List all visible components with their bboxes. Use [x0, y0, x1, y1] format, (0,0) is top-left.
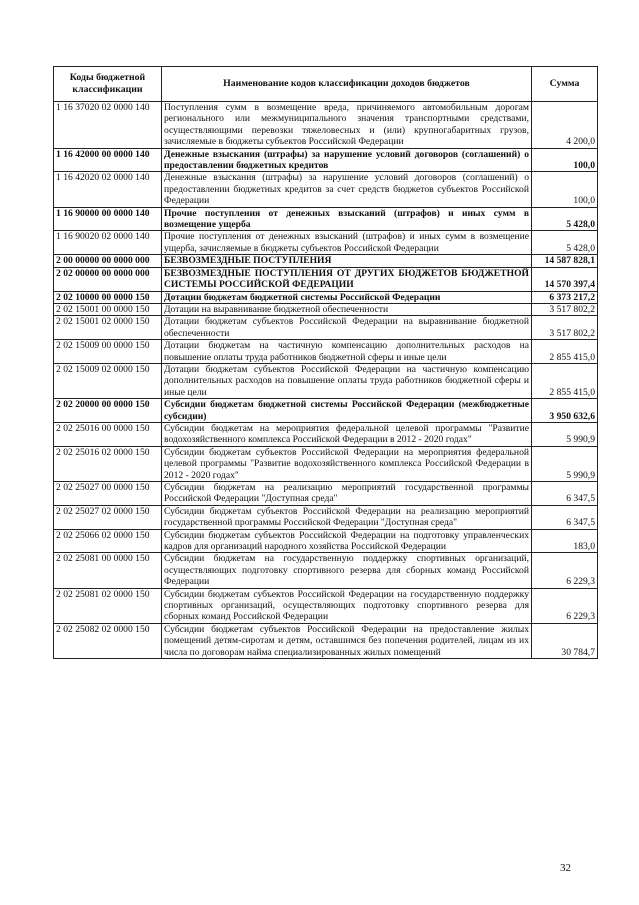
- row-code: 1 16 37020 02 0000 140: [54, 102, 162, 149]
- row-code: 2 02 25082 02 0000 150: [54, 623, 162, 658]
- row-sum: 6 229,3: [532, 588, 598, 623]
- row-name: Дотации бюджетам на частичную компенсацию дополнительных расходов на повышение оплаты труда работников бюджетной сферы и иные цели: [162, 340, 532, 364]
- row-name: Прочие поступления от денежных взысканий (штрафов) и иных сумм в возмещение ущерба: [162, 207, 532, 231]
- row-code: 2 02 20000 00 0000 150: [54, 399, 162, 423]
- row-sum: 3 517 802,2: [532, 303, 598, 315]
- row-name: Субсидии бюджетам субъектов Российской Федерации на предоставление жилых помещений детям-сиротам и детям, оставшимся без попечения родителей, лицам из их числа по договорам найма специализированных жилых помещений: [162, 623, 532, 658]
- table-header-row: [54, 67, 598, 102]
- table-row: [54, 148, 598, 172]
- page-number: 32: [560, 862, 571, 874]
- row-sum: 14 587 828,1: [532, 255, 598, 267]
- row-name: Субсидии бюджетам на реализацию мероприятий государственной программы Российской Федерации "Доступная среда": [162, 482, 532, 506]
- row-name: Дотации на выравнивание бюджетной обеспеченности: [162, 303, 532, 315]
- table-row: [54, 267, 598, 291]
- row-sum: 14 570 397,4: [532, 267, 598, 291]
- table-row: [54, 340, 598, 364]
- row-code: 1 16 42000 00 0000 140: [54, 148, 162, 172]
- table-row: [54, 446, 598, 481]
- row-code: 2 02 10000 00 0000 150: [54, 291, 162, 303]
- row-code: 2 02 25081 02 0000 150: [54, 588, 162, 623]
- row-name: Субсидии бюджетам бюджетной системы Российской Федерации (межбюджетные субсидии): [162, 399, 532, 423]
- row-name: Дотации бюджетам бюджетной системы Российской Федерации: [162, 291, 532, 303]
- row-code: 2 02 15009 02 0000 150: [54, 363, 162, 398]
- table-row: [54, 102, 598, 149]
- row-name: БЕЗВОЗМЕЗДНЫЕ ПОСТУПЛЕНИЯ: [162, 255, 532, 267]
- row-name: Денежные взыскания (штрафы) за нарушение условий договоров (соглашений) о предоставлении бюджетных кредитов за счет средств бюджетов субъектов Российской Федерации: [162, 172, 532, 207]
- table-row: [54, 255, 598, 267]
- row-code: 2 02 25066 02 0000 150: [54, 529, 162, 553]
- row-name: Субсидии бюджетам субъектов Российской Федерации на государственную поддержку спортивных организаций, осуществляющих подготовку спортивного резерва для сборных команд Российской Федерации: [162, 588, 532, 623]
- table-body: [54, 102, 598, 659]
- row-code: 2 02 00000 00 0000 000: [54, 267, 162, 291]
- row-sum: 6 347,5: [532, 482, 598, 506]
- row-code: 2 02 15001 02 0000 150: [54, 316, 162, 340]
- row-sum: 6 373 217,2: [532, 291, 598, 303]
- row-sum: 3 950 632,6: [532, 399, 598, 423]
- table-row: [54, 231, 598, 255]
- row-name: Субсидии бюджетам субъектов Российской Федерации на подготовку управленческих кадров для организаций народного хозяйства Российской Федерации: [162, 529, 532, 553]
- row-sum: 3 517 802,2: [532, 316, 598, 340]
- row-code: 2 02 15009 00 0000 150: [54, 340, 162, 364]
- table-row: [54, 623, 598, 658]
- row-name: Субсидии бюджетам субъектов Российской Федерации на мероприятия федеральной целевой программы "Развитие водохозяйственного комплекса Российской Федерации в 2012 - 2020 годах": [162, 446, 532, 481]
- row-name: Дотации бюджетам субъектов Российской Федерации на частичную компенсацию дополнительных расходов на повышение оплаты труда работников бюджетной сферы и иные цели: [162, 363, 532, 398]
- table-row: [54, 172, 598, 207]
- row-sum: 100,0: [532, 172, 598, 207]
- table-row: [54, 588, 598, 623]
- row-sum: 2 855 415,0: [532, 363, 598, 398]
- row-code: 2 02 25027 00 0000 150: [54, 482, 162, 506]
- header-codes: Коды бюджетной классификации: [54, 67, 162, 102]
- row-name: Субсидии бюджетам субъектов Российской Федерации на реализацию мероприятий государственной программы Российской Федерации "Доступная среда": [162, 505, 532, 529]
- row-code: 2 02 15001 00 0000 150: [54, 303, 162, 315]
- row-code: 1 16 90000 00 0000 140: [54, 207, 162, 231]
- row-code: 1 16 42020 02 0000 140: [54, 172, 162, 207]
- table-row: [54, 399, 598, 423]
- table-row: [54, 291, 598, 303]
- table-row: [54, 505, 598, 529]
- row-code: 2 02 25027 02 0000 150: [54, 505, 162, 529]
- row-sum: 5 428,0: [532, 231, 598, 255]
- table-row: [54, 207, 598, 231]
- row-sum: 183,0: [532, 529, 598, 553]
- table-row: [54, 363, 598, 398]
- table-row: [54, 316, 598, 340]
- row-sum: 100,0: [532, 148, 598, 172]
- row-sum: 4 200,0: [532, 102, 598, 149]
- row-name: Поступления сумм в возмещение вреда, причиняемого автомобильным дорогам регионального или межмуниципального значения транспортными средствами, осуществляющими перевозки тяжеловесных и (или) крупногабаритных грузов, зачисляемые в бюджеты субъектов Российской Федерации: [162, 102, 532, 149]
- row-sum: 5 428,0: [532, 207, 598, 231]
- table-row: [54, 482, 598, 506]
- row-name: Дотации бюджетам субъектов Российской Федерации на выравнивание бюджетной обеспеченности: [162, 316, 532, 340]
- row-name: Прочие поступления от денежных взысканий (штрафов) и иных сумм в возмещение ущерба, зачисляемые в бюджеты субъектов Российской Федерации: [162, 231, 532, 255]
- row-name: Субсидии бюджетам на мероприятия федеральной целевой программы "Развитие водохозяйственного комплекса Российской Федерации в 2012 - 2020 годах": [162, 422, 532, 446]
- row-sum: 5 990,9: [532, 446, 598, 481]
- row-sum: 6 229,3: [532, 553, 598, 588]
- row-code: 2 02 25016 02 0000 150: [54, 446, 162, 481]
- row-sum: 2 855 415,0: [532, 340, 598, 364]
- table-row: [54, 529, 598, 553]
- row-code: 2 00 00000 00 0000 000: [54, 255, 162, 267]
- row-name: Денежные взыскания (штрафы) за нарушение условий договоров (соглашений) о предоставлении бюджетных кредитов: [162, 148, 532, 172]
- header-sum: Сумма: [532, 67, 598, 102]
- table-row: [54, 553, 598, 588]
- row-sum: 30 784,7: [532, 623, 598, 658]
- header-name: Наименование кодов классификации доходов бюджетов: [162, 67, 532, 102]
- budget-income-table: [53, 66, 598, 659]
- table-row: [54, 303, 598, 315]
- table-row: [54, 422, 598, 446]
- row-sum: 5 990,9: [532, 422, 598, 446]
- row-sum: 6 347,5: [532, 505, 598, 529]
- row-code: 1 16 90020 02 0000 140: [54, 231, 162, 255]
- row-name: Субсидии бюджетам на государственную поддержку спортивных организаций, осуществляющих подготовку спортивного резерва для сборных команд Российской Федерации: [162, 553, 532, 588]
- row-code: 2 02 25081 00 0000 150: [54, 553, 162, 588]
- row-name: БЕЗВОЗМЕЗДНЫЕ ПОСТУПЛЕНИЯ ОТ ДРУГИХ БЮДЖЕТОВ БЮДЖЕТНОЙ СИСТЕМЫ РОССИЙСКОЙ ФЕДЕРАЦИИ: [162, 267, 532, 291]
- row-code: 2 02 25016 00 0000 150: [54, 422, 162, 446]
